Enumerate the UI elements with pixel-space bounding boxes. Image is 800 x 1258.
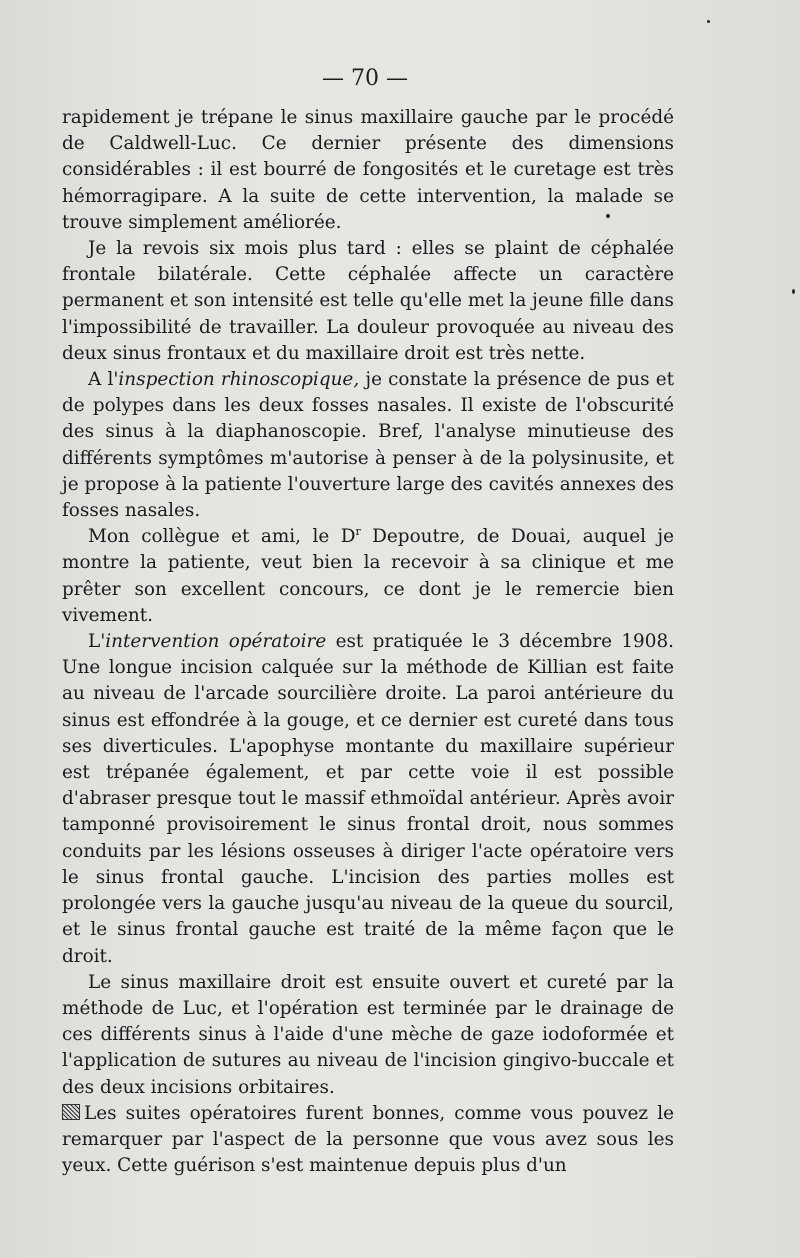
page-number: — 70 — [322,66,408,91]
paragraph-7 [62,1101,674,1180]
paragraph-5 [62,629,674,970]
paragraph-7-text: Les suites opératoires furent bonnes, comme vous pouvez le remarquer par l'aspect de la personne que vous avez sous les yeux. Cette guérison s'est maintenue depuis plus d'un [62,1102,674,1177]
paragraph-5-lead: L' [88,631,106,653]
ink-speck-icon [606,214,610,218]
ink-speck-icon [792,289,795,294]
paragraph-6: Le sinus maxillaire droit est ensuite ouvert et cureté par la méthode de Luc, et l'opération est terminée par le drainage de ces différents sinus à l'aide d'une mèche de gaze iodoformée et l'application de sutures au niveau de l'incision gingivo-buccale et des deux incisions orbitaires. [62,971,674,1098]
ink-speck-icon [707,20,710,23]
paragraph-3-lead: A l' [88,369,119,391]
paragraph-3-rest: je constate la présence de pus et de polypes dans les deux fosses nasales. Il existe de l'obscurité des sinus à la diaphanoscopie. Bref, l'analyse minutieuse des différents symptômes m'autorise à penser à de la polysinusite, et je propose à la patiente l'ouverture large des cavités annexes des fosses nasales. [62,369,674,522]
paragraph-3 [62,367,674,524]
paragraph-3-emphasis: inspection rhinoscopique, [118,369,360,391]
paragraph-4-superscript: r [355,525,361,539]
library-stamp-icon [62,1104,80,1120]
paragraph-4-lead: Mon collègue et ami, le D [88,526,356,548]
paragraph-1: rapidement je trépane le sinus maxillaire gauche par le procédé de Caldwell-Luc. Ce dernier présente des dimensions considérables : il est bourré de fongosités et le curetage est très hémorragipare. A la suite de cette intervention, la malade se trouve simplement améliorée. [62,107,674,233]
body-text [62,105,674,1179]
paragraph-4-rest: Depoutre, de Douai, auquel je montre la patiente, veut bien la recevoir à sa clinique et me prêter son excellent concours, ce dont je le remercie bien vivement. [62,526,674,626]
paragraph-5-emphasis: intervention opératoire [105,631,327,653]
paragraph-2: Je la revois six mois plus tard : elles se plaint de céphalée frontale bilatérale. Cette céphalée affecte un caractère permanent et son intensité est telle qu'elle met la jeune fille dans l'impossibilité de travailler. La douleur provoquée au niveau des deux sinus frontaux et du maxillaire droit est très nette. [62,238,674,364]
paragraph-5-rest: est pratiquée le 3 décembre 1908. Une longue incision calquée sur la méthode de Killian est faite au niveau de l'arcade sourcilière droite. La paroi antérieure du sinus est effondrée à la gouge, et ce dernier est cureté dans tous ses diverticules. L'apophyse montante du maxillaire supérieur est trépanée également, et par cette voie il est possible d'abraser presque tout le massif ethmoïdal antérieur. Après avoir tamponné provisoirement le sinus frontal droit, nous sommes conduits par les lésions osseuses à diriger l'acte opératoire vers le sinus frontal gauche. L'incision des parties molles est prolongée vers la gauche jusqu'au niveau de la queue du sourcil, et le sinus frontal gauche est traité de la même façon que le droit. [62,631,675,967]
paragraph-4 [62,524,674,629]
